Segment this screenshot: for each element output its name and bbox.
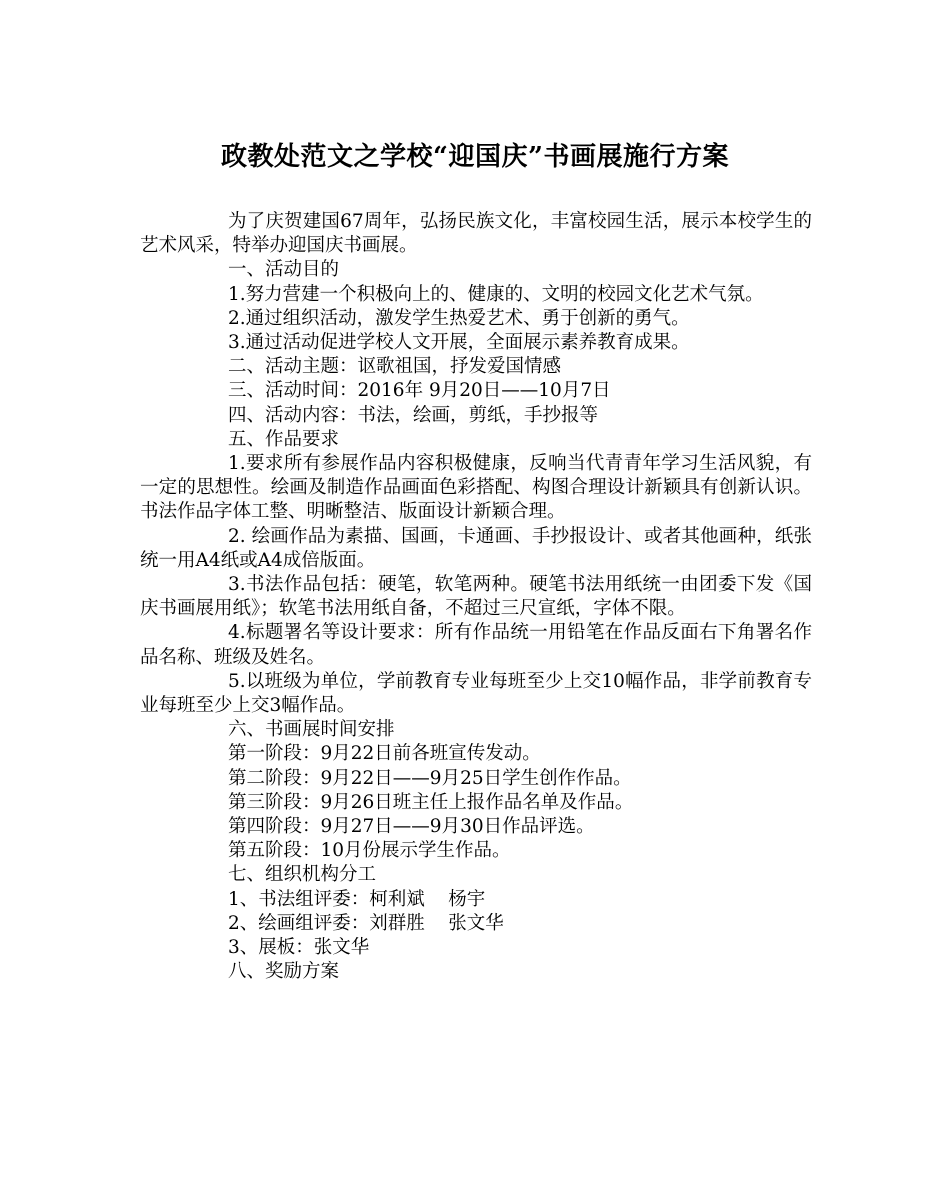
- section-5-item-5: 5.以班级为单位，学前教育专业每班至少上交10幅作品，非学前教育专业每班至少上交3幅作品。: [140, 670, 812, 717]
- section-6-phase-1: 第一阶段：9月22日前各班宣传发动。: [228, 743, 541, 765]
- section-1-heading: 一、活动目的: [228, 259, 340, 281]
- section-6-phase-4: 第四阶段：9月27日——9月30日作品评选。: [228, 816, 595, 838]
- section-5-item-2: 2. 绘画作品为素描、国画，卡通画、手抄报设计、或者其他画种，纸张统一用A4纸或A4成倍版面。: [140, 525, 812, 571]
- section-7-heading: 七、组织机构分工: [228, 864, 377, 886]
- section-1-item-2: 2.通过组织活动，激发学生热爱艺术、勇于创新的勇气。: [228, 307, 690, 329]
- document-body: [140, 210, 812, 985]
- document-title: 政教处范文之学校“迎国庆”书画展施行方案: [221, 142, 729, 172]
- section-1-item-1: 1.努力营建一个积极向上的、健康的、文明的校园文化艺术气氛。: [228, 283, 764, 305]
- section-7-item-3: 3、展板：张文华: [228, 937, 370, 959]
- section-2-theme: 二、活动主题：讴歌祖国，抒发爱国情感: [228, 356, 562, 378]
- section-6-phase-3: 第三阶段：9月26日班主任上报作品名单及作品。: [228, 791, 634, 813]
- section-8-heading: 八、奖励方案: [228, 961, 340, 983]
- section-7-item-2: 2、绘画组评委：刘群胜 张文华: [228, 912, 504, 934]
- section-4-content: 四、活动内容：书法，绘画，剪纸，手抄报等: [228, 404, 599, 426]
- section-6-heading: 六、书画展时间安排: [228, 719, 395, 741]
- section-6-phase-5: 第五阶段：10月份展示学生作品。: [228, 840, 511, 862]
- section-1-item-3: 3.通过活动促进学校人文开展，全面展示素养教育成果。: [228, 332, 690, 354]
- section-6-phase-2: 第二阶段：9月22日——9月25日学生创作作品。: [228, 767, 632, 789]
- section-5-item-3: 3.书法作品包括：硬笔，软笔两种。硬笔书法用纸统一由团委下发《国庆书画展用纸》；软笔书法用纸自备，不超过三尺宣纸，字体不限。: [140, 574, 812, 620]
- section-3-time: 三、活动时间：2016年 9月20日——10月7日: [228, 380, 611, 402]
- section-5-item-4: 4.标题署名等设计要求：所有作品统一用铅笔在作品反面右下角署名作品名称、班级及姓名。: [140, 622, 812, 668]
- section-5-heading: 五、作品要求: [228, 428, 340, 450]
- section-7-item-1: 1、书法组评委：柯利斌 杨宇: [228, 888, 486, 910]
- intro-paragraph: 为了庆贺建国67周年，弘扬民族文化，丰富校园生活，展示本校学生的艺术风采，特举办迎国庆书画展。: [140, 211, 812, 257]
- section-5-item-1: 1.要求所有参展作品内容积极健康，反响当代青青年学习生活风貌，有一定的思想性。绘画及制造作品画面色彩搭配、构图合理设计新颖具有创新认识。书法作品字体工整、明晰整洁、版面设计新颖合理。: [140, 453, 812, 523]
